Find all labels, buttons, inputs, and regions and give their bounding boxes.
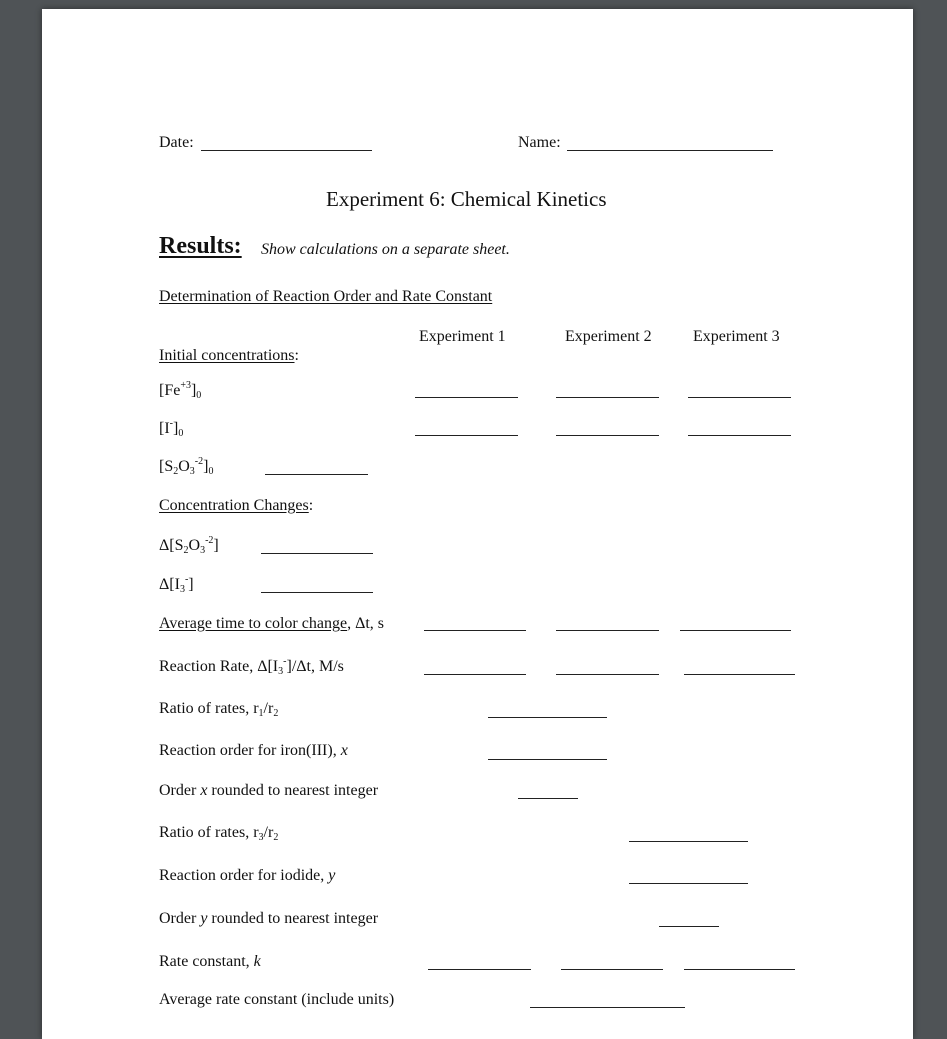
average-time-label: Average time to color change, Δt, s	[159, 615, 385, 632]
ratio-r1-r2-blank[interactable]	[488, 717, 607, 718]
thiosulfate-initial-label: $[S_2O_3^{-2}]_0$	[159, 456, 214, 477]
delta-triiodide-blank[interactable]	[261, 592, 373, 593]
iodide-initial-label: $[I^-]_0$	[159, 418, 184, 439]
rate-exp3-blank[interactable]	[684, 674, 795, 675]
rate-constant-label: Rate constant, k	[159, 953, 261, 970]
order-iodide-blank[interactable]	[629, 883, 748, 884]
date-blank[interactable]	[201, 150, 372, 151]
page-title: Experiment 6: Chemical Kinetics	[326, 187, 607, 211]
rate-constant-exp3-blank[interactable]	[684, 969, 795, 970]
name-label: Name:	[518, 134, 561, 151]
rate-constant-exp1-blank[interactable]	[428, 969, 531, 970]
ratio-r3-r2-label: Ratio of rates, $r_3/r_2$	[159, 824, 279, 843]
column-header-exp1: Experiment 1	[419, 328, 506, 345]
fe-exp2-blank[interactable]	[556, 397, 659, 398]
average-rate-constant-blank[interactable]	[530, 1007, 685, 1008]
concentration-changes-heading: Concentration Changes:	[159, 497, 314, 514]
name-blank[interactable]	[567, 150, 773, 151]
order-x-rounded-label: Order x rounded to nearest integer	[159, 782, 379, 799]
order-iron-blank[interactable]	[488, 759, 607, 760]
avg-time-exp2-blank[interactable]	[556, 630, 659, 631]
column-header-exp2: Experiment 2	[565, 328, 652, 345]
iodide-exp2-blank[interactable]	[556, 435, 659, 436]
iodide-exp1-blank[interactable]	[415, 435, 518, 436]
order-y-rounded-blank[interactable]	[659, 926, 719, 927]
results-note: Show calculations on a separate sheet.	[261, 241, 510, 258]
delta-thiosulfate-label: $\Delta[S_2O_3^{-2}]$	[159, 535, 219, 556]
rate-exp1-blank[interactable]	[424, 674, 526, 675]
fe-exp3-blank[interactable]	[688, 397, 791, 398]
worksheet-page	[42, 9, 913, 1039]
delta-triiodide-label: $\Delta[I_3^-]$	[159, 574, 194, 595]
average-rate-constant-label: Average rate constant (include units)	[159, 991, 395, 1008]
order-iron-label: Reaction order for iron(III), x	[159, 742, 348, 759]
order-iodide-label: Reaction order for iodide, y	[159, 867, 336, 884]
iodide-exp3-blank[interactable]	[688, 435, 791, 436]
initial-concentrations-heading: Initial concentrations:	[159, 347, 299, 364]
rate-constant-exp2-blank[interactable]	[561, 969, 663, 970]
avg-time-exp1-blank[interactable]	[424, 630, 526, 631]
date-label: Date:	[159, 134, 194, 151]
order-y-rounded-label: Order y rounded to nearest integer	[159, 910, 379, 927]
order-x-rounded-blank[interactable]	[518, 798, 578, 799]
reaction-rate-label: Reaction Rate, $\Delta[I_3^-]/\Delta t$, M/s	[159, 656, 344, 677]
fe-initial-label: $[Fe^{+3}]_0$	[159, 380, 202, 401]
section-title: Determination of Reaction Order and Rate Constant	[159, 288, 493, 305]
results-heading: Results:	[159, 233, 242, 259]
ratio-r3-r2-blank[interactable]	[629, 841, 748, 842]
avg-time-exp3-blank[interactable]	[680, 630, 791, 631]
fe-exp1-blank[interactable]	[415, 397, 518, 398]
ratio-r1-r2-label: Ratio of rates, $r_1/r_2$	[159, 700, 279, 719]
thiosulfate-initial-blank[interactable]	[265, 474, 368, 475]
delta-thiosulfate-blank[interactable]	[261, 553, 373, 554]
column-header-exp3: Experiment 3	[693, 328, 780, 345]
rate-exp2-blank[interactable]	[556, 674, 659, 675]
